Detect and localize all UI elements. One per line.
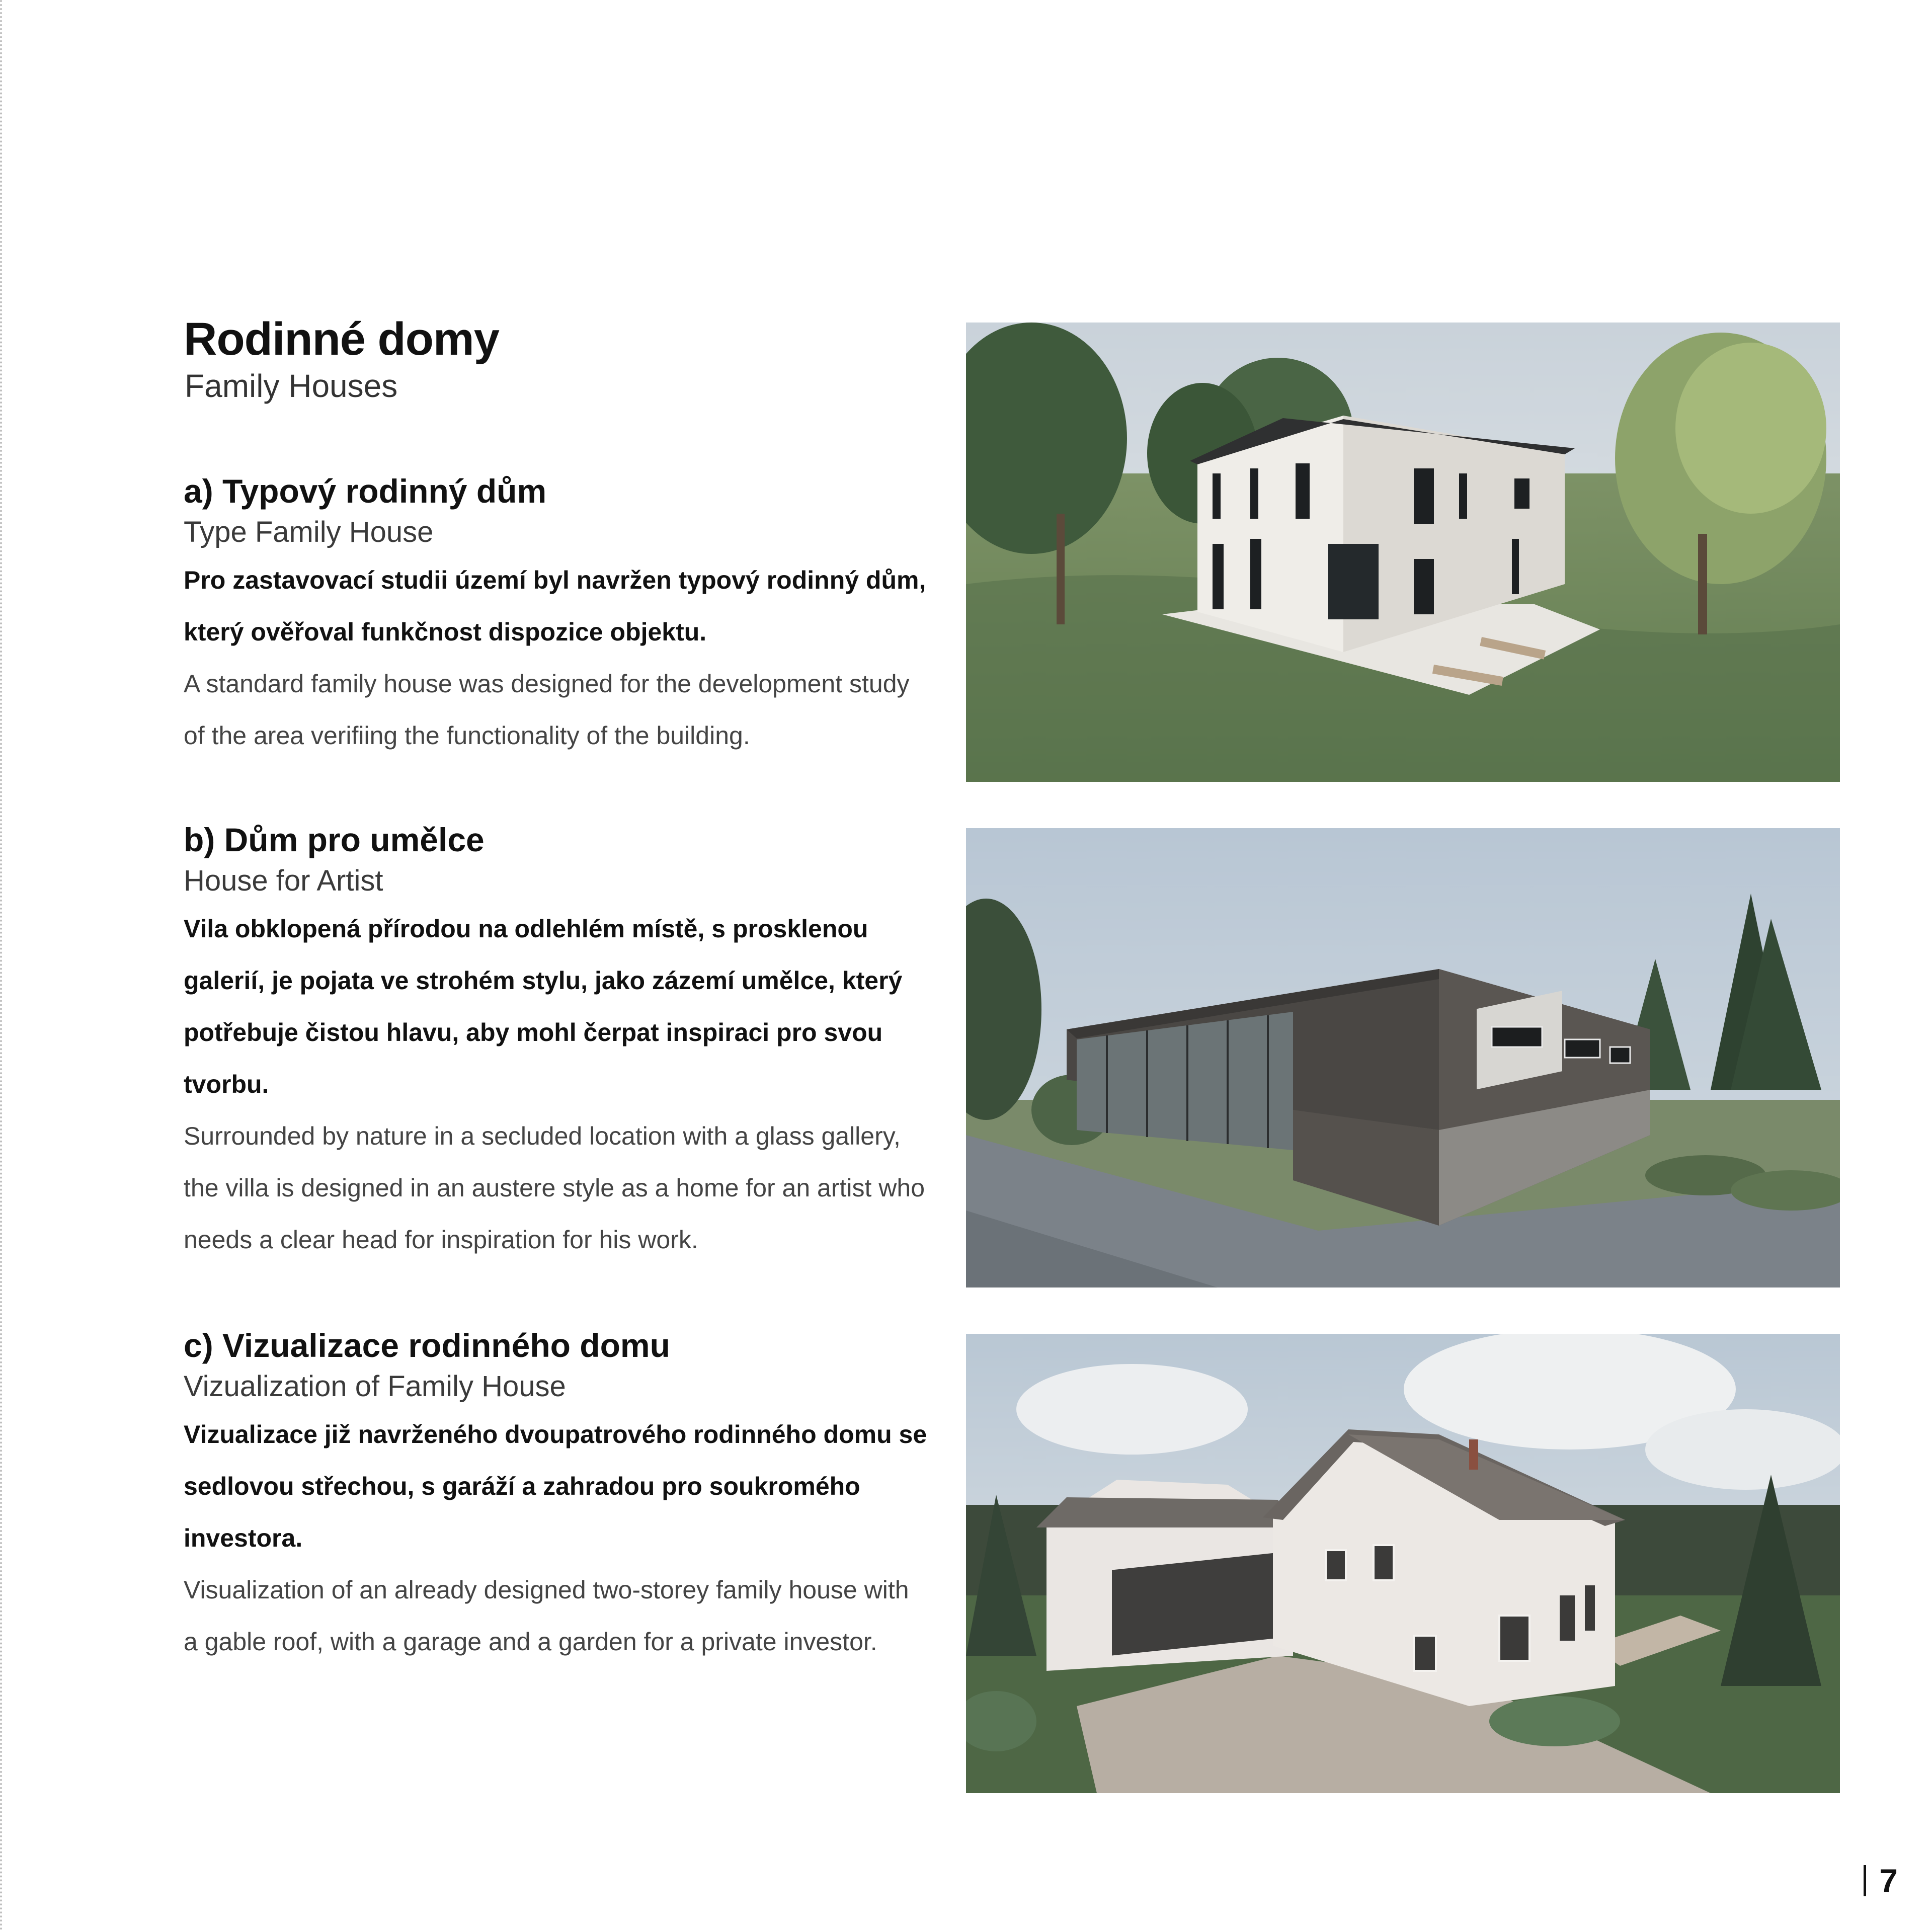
page-subtitle: Family Houses <box>185 368 398 404</box>
section-family-house-visualization <box>184 1325 938 1668</box>
render-house-for-artist <box>966 828 1840 1287</box>
page-title: Rodinné domy <box>184 313 499 365</box>
render-family-house-visualization <box>966 1334 1840 1793</box>
section-heading: a) Typový rodinný dům <box>184 472 547 510</box>
section-text-czech: Pro zastavovací studii území byl navržen typový rodinný dům, který ověřoval funkčnost dispozice objektu. <box>184 566 926 646</box>
section-house-for-artist <box>184 819 938 1266</box>
section-heading: b) Dům pro umělce <box>184 821 485 858</box>
page-number-value: 7 <box>1879 1862 1898 1899</box>
section-subheading: House for Artist <box>184 864 383 897</box>
section-text-czech: Vizualizace již navrženého dvoupatrového rodinného domu se sedlovou střechou, s garáží a zahradou pro soukromého investora. <box>184 1420 927 1552</box>
section-subheading: Vizualization of Family House <box>184 1370 566 1403</box>
section-text-english: Surrounded by nature in a secluded location with a glass gallery, the villa is designed in an austere style as a home for an artist who needs a clear head for inspiration for his work. <box>184 1122 925 1254</box>
page-binding-edge <box>0 0 4 1932</box>
page-number <box>1864 1862 1898 1900</box>
section-text-english: A standard family house was designed for the development study of the area verifiing the functionality of the building. <box>184 670 910 750</box>
section-subheading: Type Family House <box>184 515 434 548</box>
section-heading: c) Vizualizace rodinného domu <box>184 1327 670 1364</box>
render-type-family-house <box>966 323 1840 782</box>
page-number-divider <box>1864 1865 1866 1896</box>
section-text-czech: Vila obklopená přírodou na odlehlém místě, s prosklenou galerií, je pojata ve strohém stylu, jako zázemí umělce, který potřebuje čistou hlavu, aby mohl čerpat inspiraci pro svou tvorbu. <box>184 915 903 1098</box>
section-type-family-house <box>184 470 938 762</box>
section-text-english: Visualization of an already designed two-storey family house with a gable roof, with a garage and a garden for a private investor. <box>184 1576 909 1656</box>
